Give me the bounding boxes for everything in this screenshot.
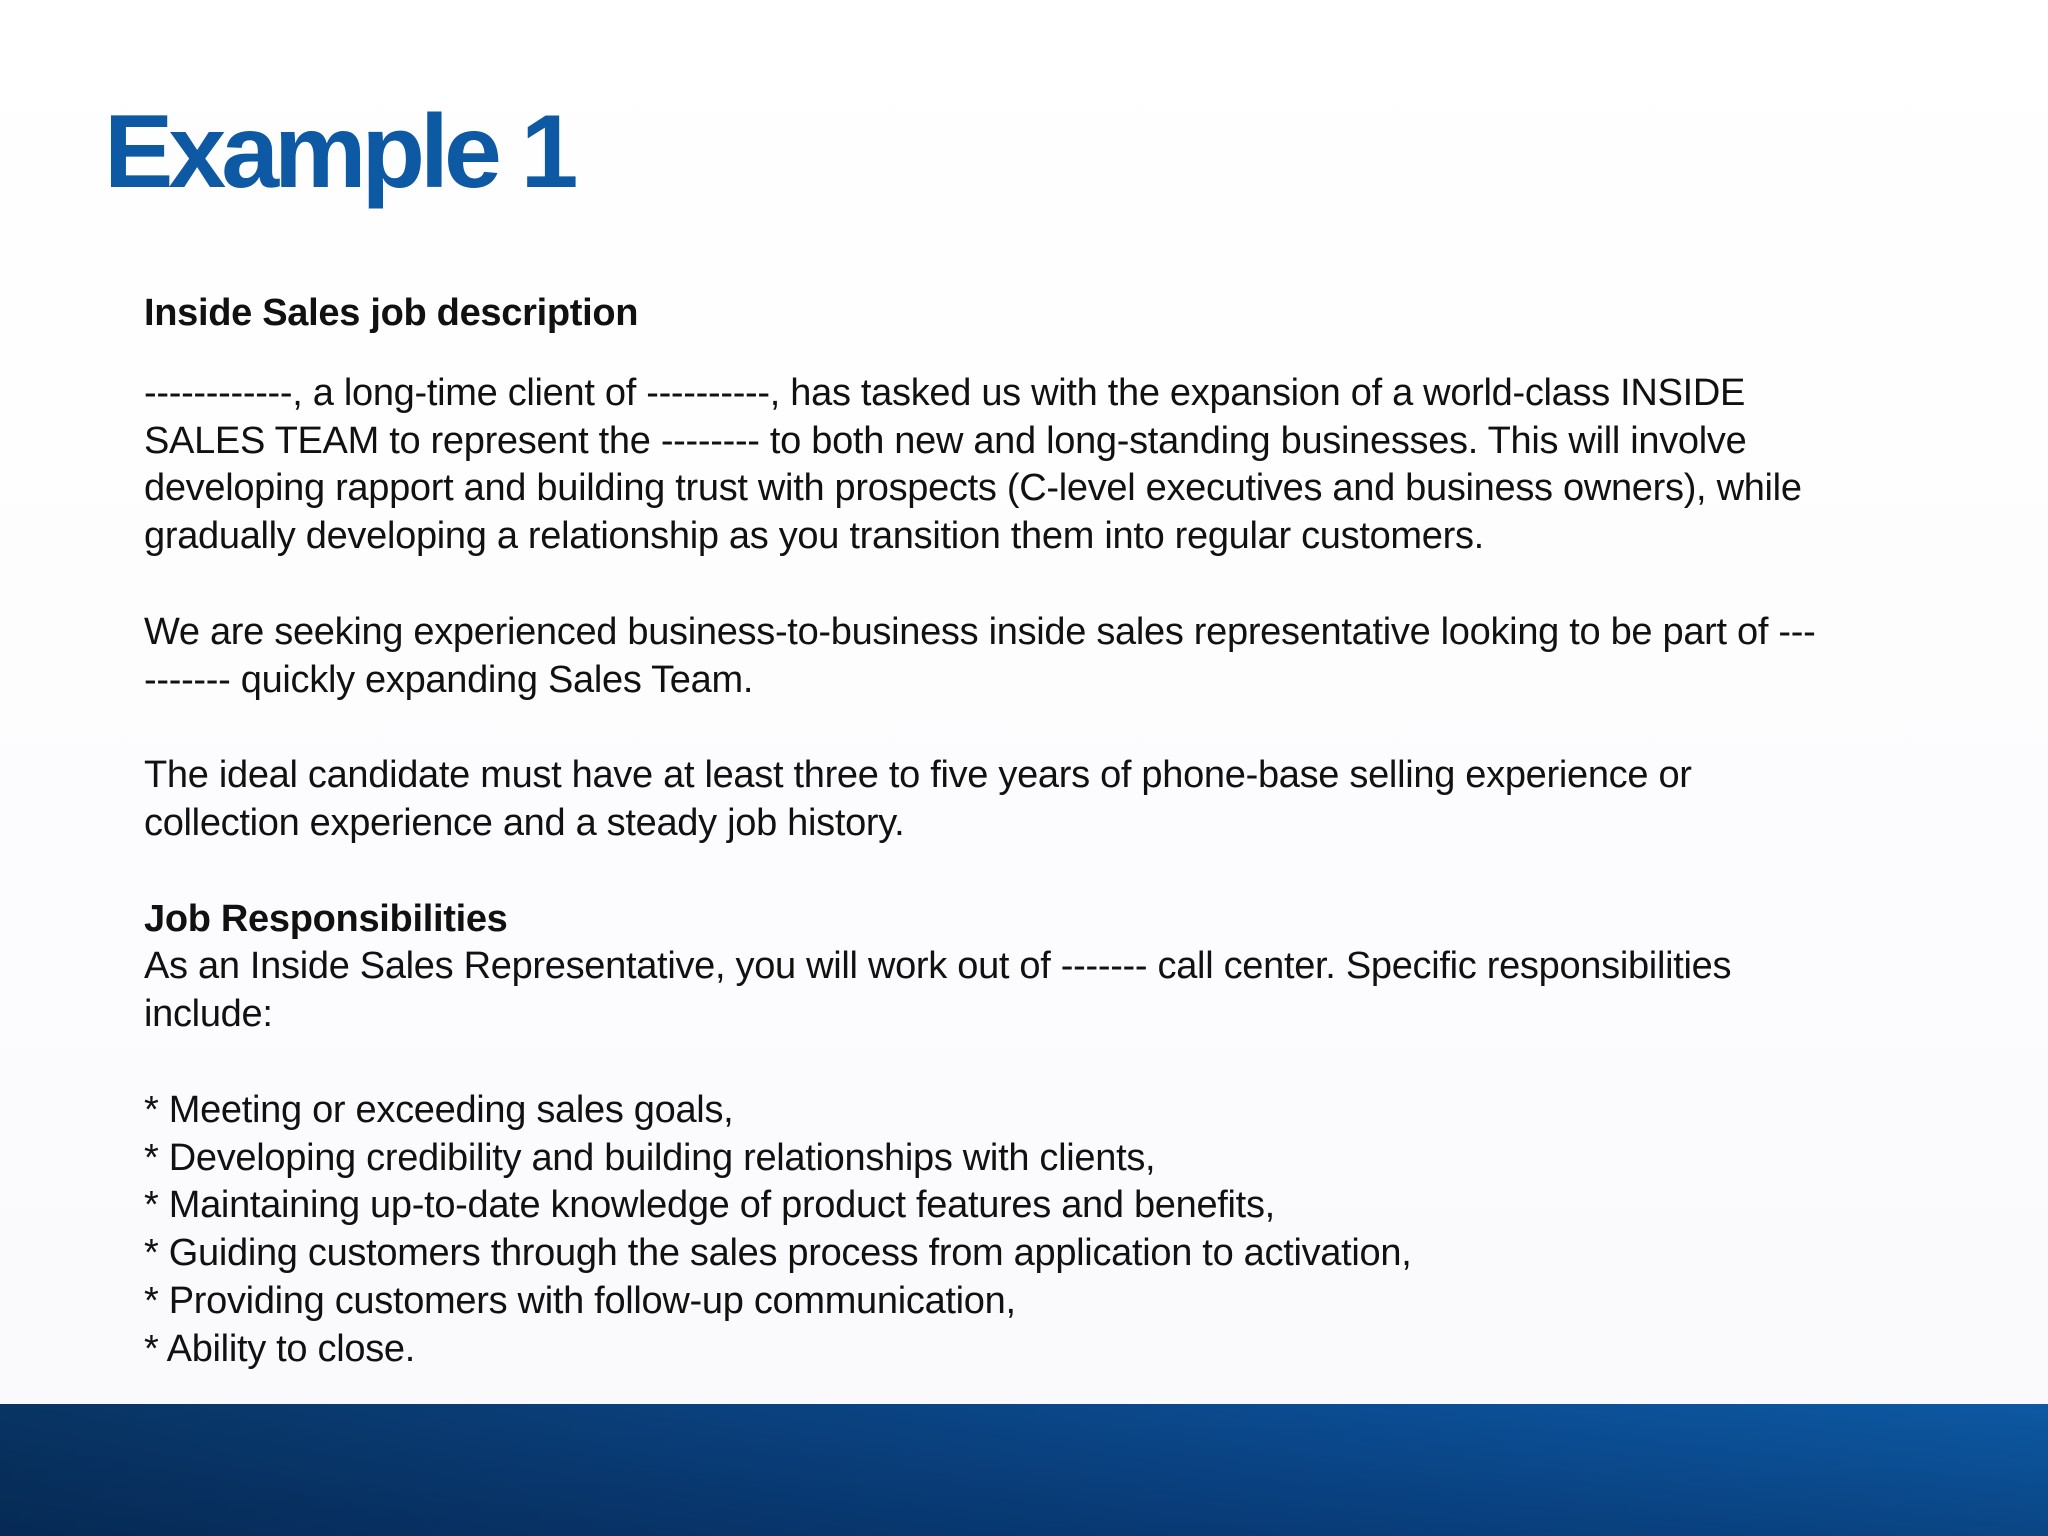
paragraph-spacer [144, 848, 1944, 896]
intro-line: developing rapport and building trust with prospects (C-level executives and business owners), while [144, 467, 1802, 510]
intro-paragraph [144, 370, 1944, 561]
intro-line: gradually developing a relationship as you transition them into regular customers. [144, 515, 1484, 558]
slide-title: Example 1 [104, 94, 574, 210]
list-item: * Meeting or exceeding sales goals, [144, 1088, 734, 1131]
paragraph-spacer [144, 1039, 1944, 1087]
list-item: * Developing credibility and building relationships with clients, [144, 1136, 1156, 1179]
list-item: * Ability to close. [144, 1327, 415, 1370]
seeking-line: ------- quickly expanding Sales Team. [144, 658, 754, 701]
list-item: * Providing customers with follow-up communication, [144, 1279, 1016, 1322]
job-description-body [144, 290, 1944, 1374]
responsibilities-intro-line: include: [144, 993, 273, 1036]
job-description-heading: Inside Sales job description [144, 292, 639, 334]
seeking-paragraph [144, 609, 1944, 705]
responsibilities-intro [144, 943, 1944, 1039]
ideal-candidate-paragraph [144, 752, 1944, 848]
footer-band [0, 1404, 2048, 1536]
responsibilities-intro-line: As an Inside Sales Representative, you will work out of ------- call center. Specific responsibilities [144, 945, 1732, 988]
intro-line: ------------, a long-time client of ----------, has tasked us with the expansion of a world-class INSIDE [144, 371, 1746, 414]
paragraph-spacer [144, 561, 1944, 609]
intro-line: SALES TEAM to represent the -------- to both new and long-standing businesses. This will involve [144, 419, 1747, 462]
paragraph-spacer [144, 704, 1944, 752]
list-item: * Guiding customers through the sales process from application to activation, [144, 1232, 1412, 1275]
list-item: * Maintaining up-to-date knowledge of product features and benefits, [144, 1184, 1275, 1227]
seeking-line: We are seeking experienced business-to-business inside sales representative looking to be part of --- [144, 610, 1816, 653]
responsibilities-heading: Job Responsibilities [144, 897, 508, 940]
ideal-candidate-line: The ideal candidate must have at least three to five years of phone-base selling experience or [144, 754, 1692, 797]
ideal-candidate-line: collection experience and a steady job history. [144, 801, 905, 844]
responsibilities-list [144, 1087, 1944, 1374]
